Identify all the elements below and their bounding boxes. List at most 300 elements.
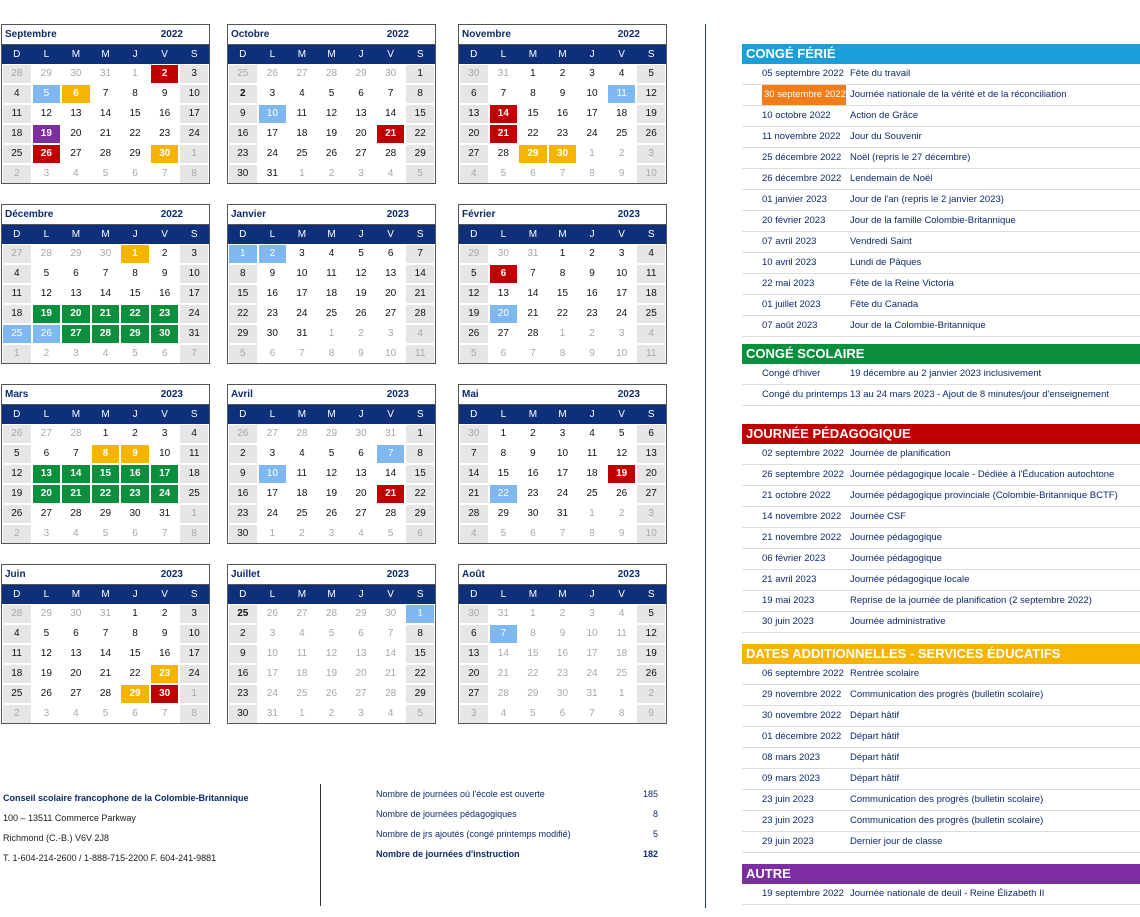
month-year: 2022 [160, 209, 183, 220]
event-date: 06 septembre 2022 [762, 668, 844, 679]
day-cell: 23 [229, 145, 257, 163]
day-cell: 28 [99, 688, 112, 699]
weekday-header [228, 585, 435, 604]
day-cell: 23 [121, 485, 149, 503]
event-date: 26 décembre 2022 [762, 173, 842, 184]
day-cell: 2 [151, 65, 179, 83]
day-cell: 6 [559, 708, 566, 719]
day-grid [2, 424, 209, 544]
day-cell: 3 [589, 608, 595, 619]
day-cell: 26 [616, 488, 628, 499]
day-grid [459, 424, 666, 544]
day-cell: 4 [299, 88, 305, 99]
day-cell: 5 [132, 348, 138, 359]
day-cell: 14 [490, 105, 518, 123]
day-cell: 3 [358, 168, 364, 179]
day-cell: 22 [229, 305, 257, 323]
day-cell: 23 [586, 308, 598, 319]
day-cell: 12 [325, 108, 338, 119]
day-cell: 30 [129, 508, 141, 519]
day-cell: 12 [40, 648, 52, 659]
month-year: 2023 [386, 209, 409, 220]
day-cell: 27 [40, 508, 52, 519]
month-novembre [458, 24, 667, 184]
day-cell: 21 [62, 485, 90, 503]
event-description: Fête de la Reine Victoria [850, 278, 954, 289]
day-cell: 2 [358, 328, 364, 339]
day-cell: 20 [355, 128, 367, 139]
event-date: 19 mai 2023 [762, 595, 815, 606]
day-cell: 4 [3, 85, 31, 103]
month-janvier [227, 204, 436, 364]
day-cell: 11 [637, 345, 665, 363]
stat-row [376, 784, 658, 804]
day-cell: 5 [406, 705, 434, 723]
day-cell: 21 [99, 128, 112, 139]
month-header [459, 205, 666, 225]
day-cell: 19 [355, 288, 367, 299]
day-cell: 2 [637, 685, 665, 703]
event-description: Dernier jour de classe [850, 836, 943, 847]
day-cell: 27 [355, 508, 367, 519]
day-cell: 3 [269, 88, 276, 99]
weekday-label: J [358, 229, 364, 240]
day-cell: 31 [556, 508, 569, 519]
day-cell: 31 [296, 328, 308, 339]
month-header [228, 25, 435, 45]
day-cell: 12 [637, 85, 665, 103]
day-cell: 29 [406, 505, 434, 523]
day-cell: 7 [387, 628, 394, 639]
day-cell: 7 [406, 245, 434, 263]
day-cell: 25 [616, 668, 628, 679]
day-cell: 2 [618, 148, 625, 159]
day-cell: 21 [497, 668, 509, 679]
day-cell: 11 [180, 445, 208, 463]
day-cell: 11 [616, 628, 627, 639]
day-cell: 17 [586, 108, 598, 119]
day-cell: 7 [460, 445, 488, 463]
weekday-header [459, 45, 666, 64]
day-cell: 5 [637, 65, 665, 83]
day-cell: 20 [355, 668, 367, 679]
day-cell: 3 [460, 705, 488, 723]
legend-row [742, 211, 1140, 232]
day-cell: 9 [618, 528, 625, 539]
day-cell: 29 [121, 325, 149, 343]
month-mai [458, 384, 667, 544]
weekday-label: S [647, 49, 655, 60]
month-year: 2022 [617, 29, 640, 40]
day-cell: 7 [102, 628, 109, 639]
day-cell: 6 [269, 348, 276, 359]
day-cell: 23 [556, 668, 569, 679]
day-cell: 5 [43, 268, 50, 279]
event-description: Fête du travail [850, 68, 911, 79]
day-cell: 30 [385, 68, 397, 79]
day-cell: 5 [3, 445, 31, 463]
day-cell: 15 [527, 648, 539, 659]
day-cell: 29 [406, 145, 434, 163]
month-header [459, 385, 666, 405]
center-divider [705, 24, 706, 908]
day-cell: 4 [460, 525, 488, 543]
legend-row [742, 664, 1140, 685]
weekday-label: L [43, 409, 50, 420]
day-cell: 7 [500, 88, 507, 99]
day-cell: 15 [129, 108, 141, 119]
day-cell: 4 [618, 68, 625, 79]
event-date: 06 février 2023 [762, 553, 826, 564]
legend-row [742, 169, 1140, 190]
day-cell: 1 [132, 608, 138, 619]
day-cell: 31 [99, 68, 112, 79]
day-cell: 21 [377, 125, 405, 143]
day-cell: 14 [527, 288, 539, 299]
month-avril [227, 384, 436, 544]
day-cell: 11 [608, 85, 636, 103]
day-cell: 1 [406, 605, 434, 623]
weekday-label: S [416, 409, 424, 420]
event-date: 30 juin 2023 [762, 616, 814, 627]
day-cell: 8 [406, 445, 434, 463]
day-cell: 28 [3, 605, 31, 623]
weekday-label: V [618, 229, 625, 240]
day-cell: 9 [589, 348, 595, 359]
month-name: Mars [5, 389, 29, 400]
month-name: Décembre [5, 209, 54, 220]
day-cell: 8 [132, 268, 138, 279]
day-cell: 5 [500, 528, 507, 539]
day-cell: 3 [559, 428, 566, 439]
day-cell: 27 [62, 325, 90, 343]
day-cell: 7 [102, 268, 109, 279]
day-cell: 7 [387, 88, 394, 99]
weekday-label: S [190, 409, 198, 420]
day-cell: 2 [161, 608, 168, 619]
day-cell: 9 [229, 465, 257, 483]
legend-row [742, 727, 1140, 748]
month-name: Avril [231, 389, 253, 400]
event-date: 23 juin 2023 [762, 815, 814, 826]
day-cell: 5 [33, 85, 61, 103]
legend-row [742, 591, 1140, 612]
day-cell: 6 [490, 265, 518, 283]
day-cell: 31 [497, 608, 509, 619]
day-cell: 18 [3, 125, 31, 143]
weekday-label: D [470, 49, 478, 60]
weekday-label: V [161, 229, 168, 240]
legend-row [742, 274, 1140, 295]
day-cell: 31 [385, 428, 397, 439]
month-name: Juin [5, 569, 26, 580]
day-cell: 15 [129, 648, 141, 659]
weekday-label: V [618, 409, 625, 420]
month-juin [1, 564, 210, 724]
weekday-label: D [239, 49, 247, 60]
weekday-label: J [132, 49, 138, 60]
day-cell: 31 [497, 68, 509, 79]
day-cell: 29 [355, 608, 367, 619]
day-grid [2, 64, 209, 184]
day-cell: 1 [500, 428, 507, 439]
weekday-label: S [416, 49, 424, 60]
weekday-label: M [71, 229, 81, 240]
day-cell: 30 [266, 328, 278, 339]
day-cell: 23 [151, 665, 179, 683]
day-cell: 29 [406, 685, 434, 703]
day-cell: 7 [161, 168, 168, 179]
day-cell: 8 [229, 265, 257, 283]
legend-row [742, 884, 1140, 905]
day-cell: 31 [266, 708, 278, 719]
day-cell: 3 [637, 145, 665, 163]
day-cell: 30 [497, 248, 509, 259]
section-title: AUTRE [742, 864, 1140, 884]
day-cell: 15 [406, 105, 434, 123]
day-grid [228, 244, 435, 364]
footer-divider [320, 784, 321, 906]
day-cell: 5 [358, 248, 364, 259]
day-cell: 30 [460, 65, 488, 83]
day-cell: 29 [40, 68, 52, 79]
weekday-label: J [132, 589, 138, 600]
day-cell: 14 [385, 468, 397, 479]
day-cell: 29 [40, 608, 52, 619]
event-date: 21 avril 2023 [762, 574, 817, 585]
month-year: 2023 [386, 389, 409, 400]
day-cell: 28 [385, 148, 397, 159]
day-cell: 4 [637, 325, 665, 343]
day-cell: 28 [3, 65, 31, 83]
day-cell: 28 [70, 428, 82, 439]
day-cell: 10 [616, 268, 628, 279]
day-cell: 3 [180, 65, 208, 83]
day-cell: 6 [161, 348, 168, 359]
day-cell: 24 [180, 665, 208, 683]
day-cell: 3 [73, 348, 79, 359]
month-name: Octobre [231, 29, 270, 40]
day-cell: 30 [70, 68, 82, 79]
day-cell: 1 [328, 328, 335, 339]
event-date: 22 mai 2023 [762, 278, 815, 289]
day-cell: 28 [325, 608, 338, 619]
day-cell: 9 [589, 268, 595, 279]
day-cell: 4 [73, 168, 79, 179]
day-cell: 4 [589, 428, 595, 439]
day-cell: 6 [406, 525, 434, 543]
day-cell: 4 [406, 325, 434, 343]
event-date: 11 novembre 2022 [762, 131, 841, 142]
day-cell: 18 [3, 305, 31, 323]
legend-row [742, 486, 1140, 507]
month-name: Mai [462, 389, 479, 400]
day-cell: 13 [70, 108, 82, 119]
day-cell: 30 [549, 145, 577, 163]
day-cell: 10 [266, 648, 278, 659]
weekday-label: J [358, 49, 364, 60]
day-cell: 2 [559, 68, 566, 79]
org-name: Conseil scolaire francophone de la Colombie-Britannique [3, 793, 249, 803]
weekday-label: L [43, 589, 50, 600]
day-grid [459, 604, 666, 724]
weekday-label: D [239, 589, 247, 600]
day-cell: 27 [385, 308, 397, 319]
day-cell: 11 [296, 108, 308, 119]
calendar-grid [0, 0, 700, 740]
day-cell: 8 [589, 528, 595, 539]
day-cell: 27 [355, 688, 367, 699]
day-cell: 10 [637, 525, 665, 543]
day-cell: 28 [406, 305, 434, 323]
day-cell: 25 [616, 128, 628, 139]
day-cell: 10 [637, 165, 665, 183]
weekday-label: S [190, 229, 198, 240]
day-cell: 12 [40, 288, 52, 299]
day-cell: 28 [385, 688, 397, 699]
day-cell: 2 [328, 708, 335, 719]
day-cell: 30 [151, 325, 179, 343]
day-cell: 3 [358, 708, 364, 719]
day-cell: 12 [325, 648, 338, 659]
day-cell: 8 [180, 705, 208, 723]
event-date: 01 janvier 2023 [762, 194, 827, 205]
event-description: Journée pédagogique [850, 532, 942, 543]
day-cell: 9 [637, 705, 665, 723]
day-cell: 2 [229, 85, 257, 103]
day-cell: 22 [121, 305, 149, 323]
weekday-label: M [327, 589, 336, 600]
day-cell: 2 [3, 165, 31, 183]
legend-section [742, 424, 1140, 633]
event-description: Journée pédagogique provinciale (Colombie-Britannique BCTF) [850, 490, 1118, 501]
day-cell: 13 [70, 648, 82, 659]
stat-label: Nombre de journées d'instruction [376, 849, 520, 859]
day-cell: 15 [92, 465, 120, 483]
stat-value: 182 [642, 849, 658, 859]
day-cell: 5 [102, 168, 109, 179]
day-cell: 9 [358, 348, 364, 359]
day-cell: 23 [229, 505, 257, 523]
event-date: 07 août 2023 [762, 320, 818, 331]
day-cell: 3 [180, 605, 208, 623]
legend-row [742, 253, 1140, 274]
day-cell: 22 [406, 665, 434, 683]
day-cell: 24 [266, 148, 278, 159]
event-date: 20 février 2023 [762, 215, 826, 226]
event-description: Journée nationale de deuil - Reine Élizabeth II [850, 888, 1045, 899]
weekday-label: L [43, 49, 50, 60]
day-cell: 10 [259, 105, 287, 123]
day-cell: 17 [180, 105, 208, 123]
day-cell: 6 [460, 625, 488, 643]
day-cell: 19 [637, 105, 665, 123]
day-cell: 4 [102, 348, 109, 359]
day-cell: 17 [586, 648, 598, 659]
weekday-label: L [269, 229, 276, 240]
day-cell: 2 [229, 445, 257, 463]
day-cell: 9 [121, 445, 149, 463]
event-date: 29 juin 2023 [762, 836, 814, 847]
day-cell: 5 [387, 528, 394, 539]
day-cell: 28 [92, 325, 120, 343]
month-name: Juillet [231, 569, 260, 580]
day-cell: 5 [500, 168, 507, 179]
day-cell: 16 [586, 288, 598, 299]
org-address-line2: Richmond (C.-B.) V6V 2J8 [3, 833, 110, 843]
day-cell: 6 [132, 528, 138, 539]
day-cell: 25 [325, 308, 338, 319]
day-cell: 2 [299, 528, 305, 539]
day-cell: 14 [62, 465, 90, 483]
day-cell: 1 [132, 68, 138, 79]
day-cell: 29 [121, 685, 149, 703]
event-description: Départ hâtif [850, 731, 900, 742]
day-cell: 24 [556, 488, 569, 499]
weekday-label: M [101, 589, 110, 600]
day-cell: 8 [406, 85, 434, 103]
day-cell: 6 [43, 448, 50, 459]
legend-row [742, 106, 1140, 127]
day-cell: 22 [490, 485, 518, 503]
weekday-header [228, 405, 435, 424]
day-cell: 9 [559, 628, 566, 639]
day-cell: 8 [559, 268, 566, 279]
day-cell: 17 [180, 285, 208, 303]
weekday-header [228, 225, 435, 244]
day-cell: 25 [296, 508, 308, 519]
legend-section [742, 864, 1140, 905]
day-cell: 18 [616, 108, 628, 119]
day-cell: 3 [618, 328, 625, 339]
day-cell: 10 [586, 628, 598, 639]
event-date: 21 novembre 2022 [762, 532, 842, 543]
day-cell: 27 [40, 428, 52, 439]
day-cell: 3 [618, 248, 625, 259]
day-cell: 4 [500, 708, 507, 719]
day-cell: 6 [73, 628, 79, 639]
day-cell: 8 [530, 628, 536, 639]
day-cell: 8 [618, 708, 625, 719]
day-cell: 8 [180, 525, 208, 543]
day-cell: 26 [266, 608, 278, 619]
day-cell: 15 [229, 285, 257, 303]
day-cell: 27 [460, 145, 488, 163]
legend-section [742, 44, 1140, 337]
event-description: Départ hâtif [850, 773, 900, 784]
day-cell: 17 [556, 468, 569, 479]
day-cell: 11 [586, 448, 598, 459]
day-cell: 14 [385, 108, 397, 119]
day-cell: 25 [229, 65, 257, 83]
day-cell: 4 [180, 425, 208, 443]
day-cell: 22 [129, 668, 141, 679]
legend-row [742, 748, 1140, 769]
weekday-label: M [101, 409, 110, 420]
day-cell: 1 [269, 528, 276, 539]
weekday-label: J [589, 589, 595, 600]
day-cell: 23 [266, 308, 278, 319]
day-cell: 11 [406, 345, 434, 363]
day-cell: 4 [299, 628, 305, 639]
weekday-label: V [161, 409, 168, 420]
weekday-label: M [297, 589, 307, 600]
day-cell: 18 [637, 285, 665, 303]
day-cell: 6 [387, 248, 394, 259]
day-cell: 9 [229, 105, 257, 123]
day-cell: 25 [3, 325, 31, 343]
weekday-label: J [132, 409, 138, 420]
